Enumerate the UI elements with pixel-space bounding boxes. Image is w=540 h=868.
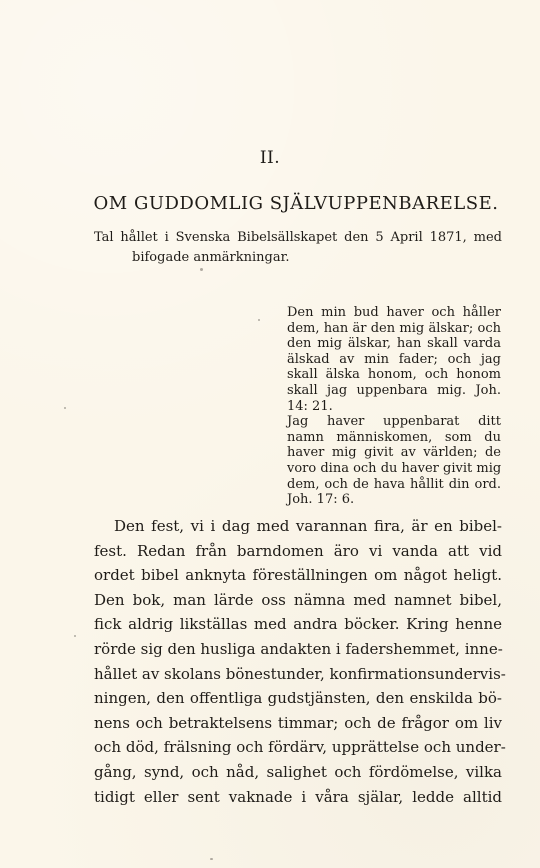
epigraph-line: voro dina och du haver givit mig [287,460,502,476]
print-speck [74,635,76,637]
body-line: ordet bibel anknyta föreställningen om något heligt. [94,566,502,585]
body-line: Den bok, man lärde oss nämna med namnet bibel, [94,590,502,609]
body-line: hållet av skolans bönestunder, konfirmationsundervis- [94,664,506,683]
epigraph-line: den mig älskar, han skall varda [287,336,501,352]
subtitle-line: Tal hållet i Svenska Bibelsällskapet den 5 April 1871, med [94,230,502,245]
epigraph-line: 14: 21. [287,398,333,414]
subtitle-line: bifogade anmärkningar. [132,250,290,265]
body-paragraph [94,514,506,809]
body-line: nens och betraktelsens timmar; och de frågor om liv [94,713,502,732]
epigraph-line: Den min bud haver och håller [287,305,501,320]
epigraph-line: Joh. 17: 6. [287,492,355,508]
print-speck [210,858,213,860]
epigraph-line: dem, och de hava hållit din ord. [287,476,501,492]
body-line: ningen, den offentliga gudstjänsten, den enskilda bö- [94,689,502,708]
epigraph-line: haver mig givit av världen; de [287,445,501,461]
body-line: Den fest, vi i dag med varannan fira, är en bibel- [114,517,502,535]
body-line: tidigt eller sent vaknade i våra själar, ledde alltid [94,787,502,806]
page-title: OM GUDDOMLIG SJÄLVUPPENBARELSE. [93,193,499,214]
epigraph-line: dem, han är den mig älskar; och [287,320,501,336]
print-speck [200,268,203,271]
print-speck [64,407,66,409]
body-line: och död, frälsning och fördärv, upprättelse och under- [94,738,506,757]
epigraph-line: älskad av min fader; och jag [287,351,501,367]
body-line: fick aldrig likställas med andra böcker. Kring henne [94,615,502,634]
print-speck [258,319,260,321]
subtitle [94,228,502,268]
epigraph-line: skall jag uppenbara mig. Joh. [287,382,501,398]
body-line: gång, synd, och nåd, salighet och fördömelse, vilka [94,762,502,781]
epigraph-line: skall älska honom, och honom [287,367,501,383]
epigraph-line: namn människomen, som du [287,429,501,445]
body-line: rörde sig den husliga andakten i fadershemmet, inne- [94,639,503,658]
epigraph [287,305,501,508]
chapter-number: II. [259,148,281,168]
body-line: fest. Redan från barndomen äro vi vanda att vid [94,541,502,560]
epigraph-line: Jag haver uppenbarat ditt [287,414,501,430]
